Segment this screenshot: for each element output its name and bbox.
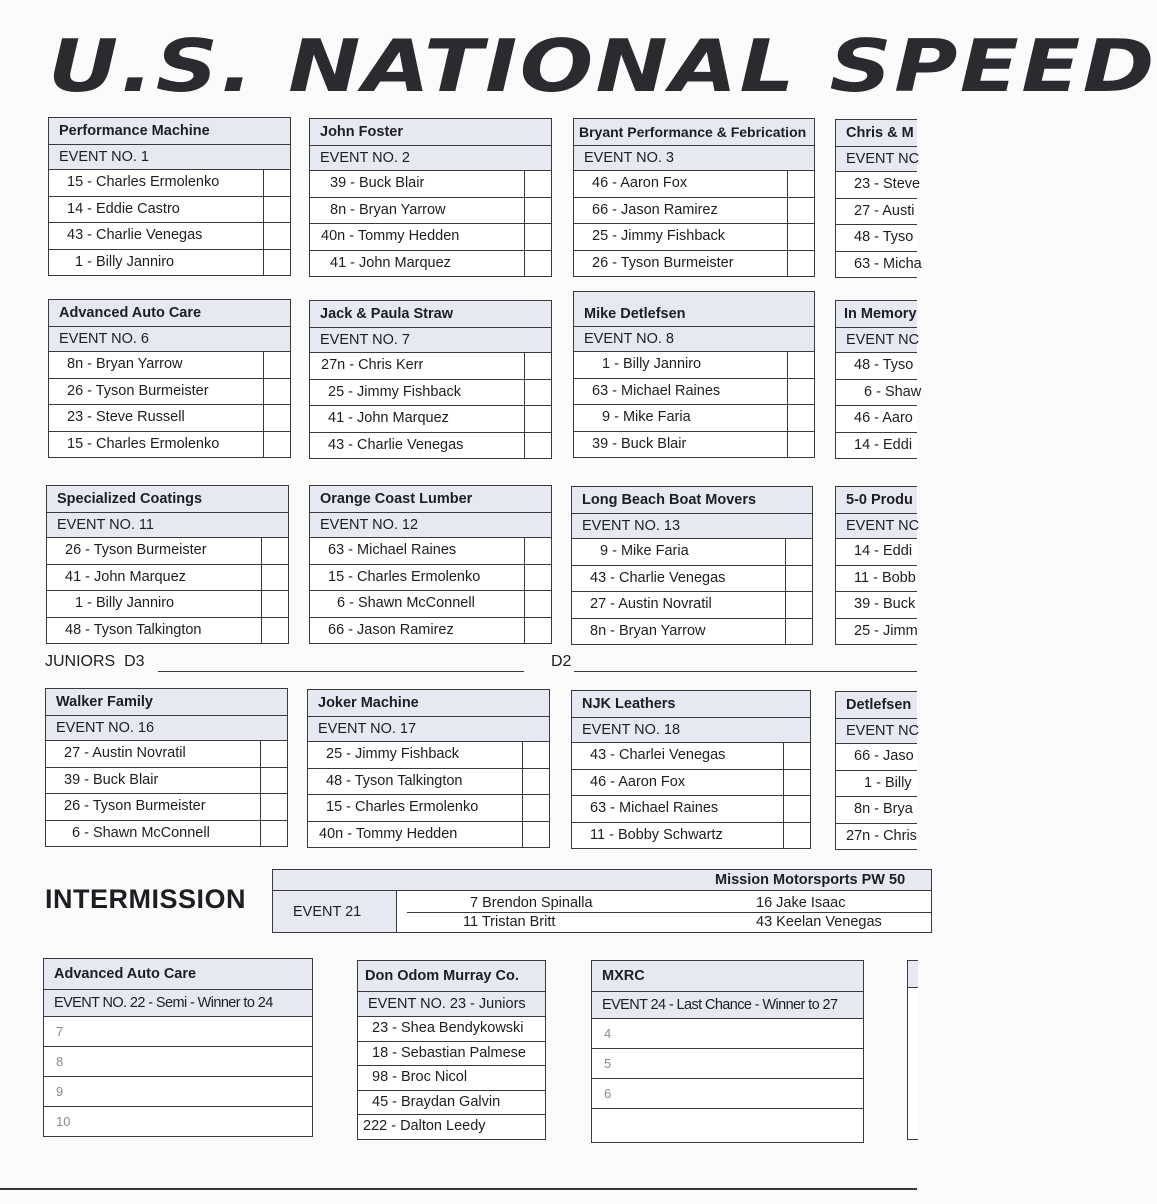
- page-bottom-rule: [0, 1188, 917, 1190]
- result-box: [787, 251, 814, 277]
- rider-row: [572, 619, 812, 645]
- rider-name: 15 - Charles Ermolenko: [328, 568, 481, 585]
- result-box: [524, 251, 551, 277]
- rider-row: [358, 1017, 545, 1042]
- result-box: [783, 743, 810, 769]
- result-box: [260, 768, 287, 794]
- event-number: EVENT NO. 16: [46, 716, 287, 741]
- rider-name: 11 - Bobby Schwartz: [590, 826, 723, 843]
- rider-row: [49, 170, 290, 197]
- rider-row: [310, 380, 551, 407]
- rider-name: 25 - Jimm: [854, 622, 918, 639]
- rider-row: [308, 742, 549, 769]
- rider-name: 41 - John Marquez: [65, 568, 186, 585]
- result-box: [263, 197, 290, 223]
- result-box: [261, 565, 288, 591]
- result-box: [524, 224, 551, 250]
- result-box: [260, 794, 287, 820]
- rider-name: 46 - Aaro: [854, 410, 913, 426]
- event-number: EVENT NO. 12: [310, 513, 551, 538]
- result-box: [524, 618, 551, 644]
- rider-name: 39 - Buck Blair: [64, 771, 159, 788]
- rider-row: [310, 171, 551, 198]
- page-title: U.S. NATIONAL SPEED: [48, 24, 1157, 108]
- rider-row: [49, 250, 290, 276]
- rider-name: 48 - Tyso: [854, 357, 914, 373]
- result-box: [524, 171, 551, 197]
- result-box: [522, 822, 549, 848]
- rider-name: 63 - Michael Raines: [590, 800, 719, 816]
- result-box: [263, 432, 290, 458]
- rider-name: 43 - Charlie Venegas: [67, 227, 203, 243]
- rider-name: 15 - Charles Ermolenko: [326, 799, 479, 815]
- rider-row: [574, 198, 814, 225]
- result-box: [524, 433, 551, 459]
- result-box: [783, 796, 810, 822]
- result-box: [522, 742, 549, 768]
- rider-name: 48 - Tyson Talkington: [65, 621, 202, 638]
- rider-name: 26 - Tyson Burmeister: [67, 382, 209, 399]
- rider-name: 25 - Jimmy Fishback: [592, 228, 725, 244]
- event-number: EVENT NO. 7: [310, 328, 551, 353]
- rider-row: [572, 770, 810, 797]
- rider-row: [574, 405, 814, 432]
- rider-row: [308, 822, 549, 848]
- rider-row: [47, 618, 288, 644]
- result-box: [263, 405, 290, 431]
- rider-name: 43 Keelan Venegas: [756, 914, 882, 930]
- rider-row: [572, 823, 810, 849]
- rider-name: 43 - Charlie Venegas: [328, 436, 464, 453]
- sponsor-bar: [908, 961, 918, 988]
- event-number: EVENT NO. 6: [49, 327, 290, 352]
- rider-row: [836, 566, 917, 593]
- rider-name: 43 - Charlie Venegas: [590, 569, 726, 586]
- rider-name: 98 - Broc Nicol: [372, 1069, 468, 1085]
- rider-row: [310, 618, 551, 644]
- juniors-d2-label: D2: [551, 653, 572, 670]
- rider-name: 39 - Buck: [854, 596, 916, 612]
- event-number: EVENT 21: [273, 891, 397, 932]
- event-number: EVENT NO. 2: [310, 146, 551, 171]
- sponsor-name: Jack & Paula Straw: [310, 301, 551, 328]
- rider-name: 6 - Shawn McConnell: [337, 595, 475, 611]
- result-box: [522, 795, 549, 821]
- result-box: [787, 379, 814, 405]
- event-card: [835, 486, 920, 645]
- rider-row: [310, 406, 551, 433]
- rider-row: [836, 353, 917, 380]
- event-number: EVENT NO. 18: [572, 718, 810, 743]
- rider-row: [310, 433, 551, 459]
- rider-name: 1 - Billy: [864, 774, 912, 791]
- rider-row: [49, 352, 290, 379]
- rider-row: [836, 592, 917, 619]
- result-box: [524, 538, 551, 564]
- result-box: [260, 821, 287, 847]
- rider-name: 18 - Sebastian Palmese: [372, 1044, 526, 1061]
- result-box: [524, 380, 551, 406]
- rider-name: 27n - Chris: [846, 827, 917, 844]
- sponsor-name: MXRC: [592, 961, 863, 992]
- event-21-card: [272, 869, 932, 933]
- rider-row: [49, 405, 290, 432]
- result-box: [785, 619, 812, 645]
- result-box: [261, 591, 288, 617]
- rider-row: [310, 251, 551, 277]
- result-slot[interactable]: 8: [44, 1047, 312, 1077]
- rider-row: [47, 565, 288, 592]
- result-box: [263, 352, 290, 378]
- rider-name: 45 - Braydan Galvin: [372, 1093, 501, 1110]
- rider-row: [572, 743, 810, 770]
- rider-name: 23 - Steve Russell: [67, 409, 185, 425]
- event-number: EVENT NC: [836, 514, 917, 539]
- result-box: [785, 592, 812, 618]
- event-card-partial: [907, 960, 918, 1140]
- rider-row: [46, 821, 287, 847]
- result-slot[interactable]: 6: [592, 1079, 863, 1109]
- result-box: [522, 769, 549, 795]
- result-box: [524, 565, 551, 591]
- rider-name: 14 - Eddi: [854, 436, 913, 453]
- result-slot[interactable]: 10: [56, 1114, 71, 1129]
- result-box: [524, 591, 551, 617]
- event-number: EVENT NO. 17: [308, 717, 549, 742]
- sponsor-name: Long Beach Boat Movers: [572, 487, 812, 514]
- event-number: EVENT NC: [836, 328, 917, 353]
- result-box: [261, 618, 288, 644]
- rider-name: 23 - Shea Bendykowski: [372, 1020, 524, 1036]
- rider-name: 11 Tristan Britt: [463, 914, 556, 930]
- rider-name: 40n - Tommy Hedden: [321, 228, 460, 244]
- juniors-d2-line[interactable]: [574, 671, 917, 672]
- rider-row: [836, 539, 917, 566]
- rider-name: 16 Jake Isaac: [756, 895, 846, 911]
- sponsor-name: 5-0 Produ: [836, 487, 917, 514]
- rider-name: 26 - Tyson Burmeister: [592, 254, 734, 271]
- rider-row: [836, 225, 917, 252]
- rider-name: 23 - Steve: [854, 176, 921, 192]
- event-card: [45, 688, 288, 847]
- rider-name: 41 - John Marquez: [330, 254, 451, 271]
- result-box: [783, 770, 810, 796]
- result-box: [524, 198, 551, 224]
- result-box: [524, 406, 551, 432]
- event-number: EVENT NO. 11: [47, 513, 288, 538]
- event-card: [571, 486, 813, 645]
- sponsor-name: NJK Leathers: [572, 691, 810, 718]
- rider-name: 41 - John Marquez: [328, 410, 449, 426]
- rider-name: 14 - Eddie Castro: [67, 200, 180, 217]
- rider-row: [310, 224, 551, 251]
- rider-row: [47, 538, 288, 565]
- rider-name: 25 - Jimmy Fishback: [328, 383, 461, 400]
- rider-name: 46 - Aaron Fox: [592, 175, 688, 191]
- result-slot[interactable]: 5: [592, 1049, 863, 1079]
- rider-row: [49, 379, 290, 406]
- rider-row: [574, 352, 814, 379]
- sponsor-name: Joker Machine: [308, 690, 549, 717]
- sponsor-name: Performance Machine: [49, 118, 290, 145]
- sponsor-name: Orange Coast Lumber: [310, 486, 551, 513]
- result-box: [785, 566, 812, 592]
- sponsor-name: Don Odom Murray Co.: [358, 961, 545, 992]
- result-box: [787, 171, 814, 197]
- event-number: EVENT NO. 13: [572, 514, 812, 539]
- result-slot[interactable]: 7: [44, 1017, 312, 1047]
- rider-row: [310, 538, 551, 565]
- rider-row: [574, 251, 814, 277]
- sponsor-name: Chris & M: [836, 120, 917, 147]
- rider-row: [836, 771, 917, 798]
- rider-name: 63 - Micha: [854, 255, 922, 272]
- rider-row: [49, 197, 290, 224]
- event-card: [573, 291, 815, 458]
- event-card: [309, 118, 552, 277]
- sponsor-name: Advanced Auto Care: [49, 300, 290, 327]
- rider-name: 66 - Jason Ramirez: [328, 621, 454, 638]
- rider-name: 8n - Brya: [854, 801, 913, 817]
- sponsor-name: Mission Motorsports PW 50: [715, 872, 906, 888]
- rider-row: [836, 744, 917, 771]
- event-number: EVENT NO. 23 - Juniors: [358, 992, 545, 1017]
- event-card: [357, 960, 546, 1140]
- event-card: [46, 485, 289, 644]
- sponsor-name: Specialized Coatings: [47, 486, 288, 513]
- rider-name: 40n - Tommy Hedden: [319, 825, 458, 842]
- rider-row: [574, 379, 814, 406]
- result-box: [787, 224, 814, 250]
- event-card: [573, 118, 815, 277]
- rider-name: 9 - Mike Faria: [600, 543, 689, 559]
- sponsor-name: Detlefsen: [836, 692, 917, 719]
- rider-row: [836, 380, 922, 407]
- rider-row: [310, 353, 551, 380]
- rider-row: [836, 406, 917, 433]
- sponsor-name: Walker Family: [46, 689, 287, 716]
- event-card: [48, 117, 291, 276]
- result-box: [263, 170, 290, 196]
- event-card: [309, 300, 552, 459]
- event-number: EVENT NO. 22 - Semi - Winner to 24: [44, 990, 312, 1017]
- rider-row: [49, 432, 290, 458]
- rider-name: 8n - Bryan Yarrow: [330, 201, 446, 218]
- sponsor-name: Bryant Performance & Febrication: [574, 119, 814, 146]
- event-card: [571, 690, 811, 849]
- rider-row: [310, 565, 551, 592]
- result-box: [787, 405, 814, 431]
- event-card: [43, 958, 313, 1137]
- rider-name: 14 - Eddi: [854, 543, 913, 559]
- rider-name: 222 - Dalton Leedy: [363, 1118, 486, 1134]
- rider-name: 66 - Jason Ramirez: [592, 201, 718, 218]
- sponsor-name: Mike Detlefsen: [574, 292, 814, 327]
- event-number: EVENT NC: [836, 147, 917, 172]
- rider-row: [46, 741, 287, 768]
- rider-name: 27 - Austin Novratil: [590, 596, 712, 612]
- rider-row: [836, 252, 922, 278]
- rider-row: [572, 592, 812, 619]
- juniors-d3-line[interactable]: [158, 671, 524, 672]
- rider-row: [310, 198, 551, 225]
- rider-row: [836, 199, 917, 226]
- rider-name: 39 - Buck Blair: [330, 175, 425, 191]
- rider-name: 9 - Mike Faria: [602, 409, 691, 425]
- result-box: [783, 823, 810, 849]
- event-21-sponsor-bar: [273, 870, 931, 891]
- rider-name: 48 - Tyso: [854, 229, 914, 245]
- rider-name: 7 Brendon Spinalla: [470, 895, 593, 911]
- rider-name: 15 - Charles Ermolenko: [67, 435, 220, 452]
- rider-row: [308, 795, 549, 822]
- rider-row: [46, 768, 287, 795]
- rider-row: [46, 794, 287, 821]
- rider-name: 1 - Billy Janniro: [602, 356, 702, 372]
- rider-row: [310, 591, 551, 618]
- rider-row: [836, 619, 917, 645]
- rider-row: [308, 769, 549, 796]
- event-card: [591, 960, 864, 1143]
- event-number: EVENT NO. 8: [574, 327, 814, 352]
- event-card: [307, 689, 550, 848]
- result-box: [260, 741, 287, 767]
- rider-name: 39 - Buck Blair: [592, 435, 687, 452]
- rider-row: [358, 1115, 545, 1139]
- result-box: [261, 538, 288, 564]
- rider-row: [49, 223, 290, 250]
- result-box: [263, 250, 290, 276]
- result-box: [524, 353, 551, 379]
- event-card: [835, 119, 922, 278]
- rider-name: 1 - Billy Janniro: [75, 595, 175, 611]
- rider-name: 15 - Charles Ermolenko: [67, 174, 220, 190]
- sponsor-name: Advanced Auto Care: [44, 959, 312, 990]
- event-number: EVENT NO. 1: [49, 145, 290, 170]
- rider-row: [836, 433, 917, 459]
- result-box: [787, 198, 814, 224]
- result-box: [787, 432, 814, 458]
- sponsor-name: John Foster: [310, 119, 551, 146]
- event-number: EVENT 24 - Last Chance - Winner to 27: [592, 992, 863, 1019]
- result-slot[interactable]: [592, 1109, 863, 1142]
- result-slot[interactable]: 9: [44, 1077, 312, 1107]
- rider-name: 27 - Austi: [854, 202, 915, 219]
- rider-row: [358, 1066, 545, 1091]
- rider-row: [836, 172, 921, 199]
- rider-row: [574, 224, 814, 251]
- event-number: EVENT NO. 3: [574, 146, 814, 171]
- rider-name: 63 - Michael Raines: [592, 382, 721, 399]
- rider-name: 48 - Tyson Talkington: [326, 772, 463, 789]
- rider-name: 43 - Charlei Venegas: [590, 747, 726, 763]
- rider-name: 66 - Jaso: [854, 748, 914, 764]
- rider-row: [572, 539, 812, 566]
- rider-row: [574, 171, 814, 198]
- event-card: [309, 485, 552, 644]
- juniors-d3-label: JUNIORS D3: [45, 653, 145, 670]
- rider-row: [358, 1042, 545, 1067]
- rider-name: 6 - Shaw: [864, 383, 922, 400]
- rider-name: 11 - Bobb: [854, 569, 916, 586]
- rider-row: [836, 824, 917, 850]
- rider-name: 26 - Tyson Burmeister: [64, 798, 206, 814]
- result-slot[interactable]: 4: [592, 1019, 863, 1049]
- result-box: [785, 539, 812, 565]
- rider-name: 8n - Bryan Yarrow: [67, 356, 183, 372]
- intermission-heading: INTERMISSION: [45, 884, 247, 914]
- rider-name: 25 - Jimmy Fishback: [326, 746, 459, 762]
- rider-name: 46 - Aaron Fox: [590, 773, 686, 790]
- rider-row: [572, 796, 810, 823]
- rider-name: 27 - Austin Novratil: [64, 745, 186, 761]
- result-box: [787, 352, 814, 378]
- rider-name: 27n - Chris Kerr: [321, 357, 424, 373]
- rider-row: [574, 432, 814, 458]
- rider-name: 1 - Billy Janniro: [75, 253, 175, 270]
- event-card: [835, 300, 922, 459]
- event-number: EVENT NC: [836, 719, 917, 744]
- rider-row: [572, 566, 812, 593]
- rider-row: [358, 1091, 545, 1116]
- event-card: [48, 299, 291, 458]
- rider-name: 8n - Bryan Yarrow: [590, 622, 706, 639]
- rider-name: 26 - Tyson Burmeister: [65, 542, 207, 558]
- rider-row: [836, 797, 917, 824]
- rider-row: [47, 591, 288, 618]
- event-card: [835, 691, 920, 850]
- sponsor-name: In Memory: [836, 301, 917, 328]
- result-box: [263, 223, 290, 249]
- result-box: [263, 379, 290, 405]
- rider-name: 63 - Michael Raines: [328, 542, 457, 558]
- rider-name: 6 - Shawn McConnell: [72, 824, 210, 841]
